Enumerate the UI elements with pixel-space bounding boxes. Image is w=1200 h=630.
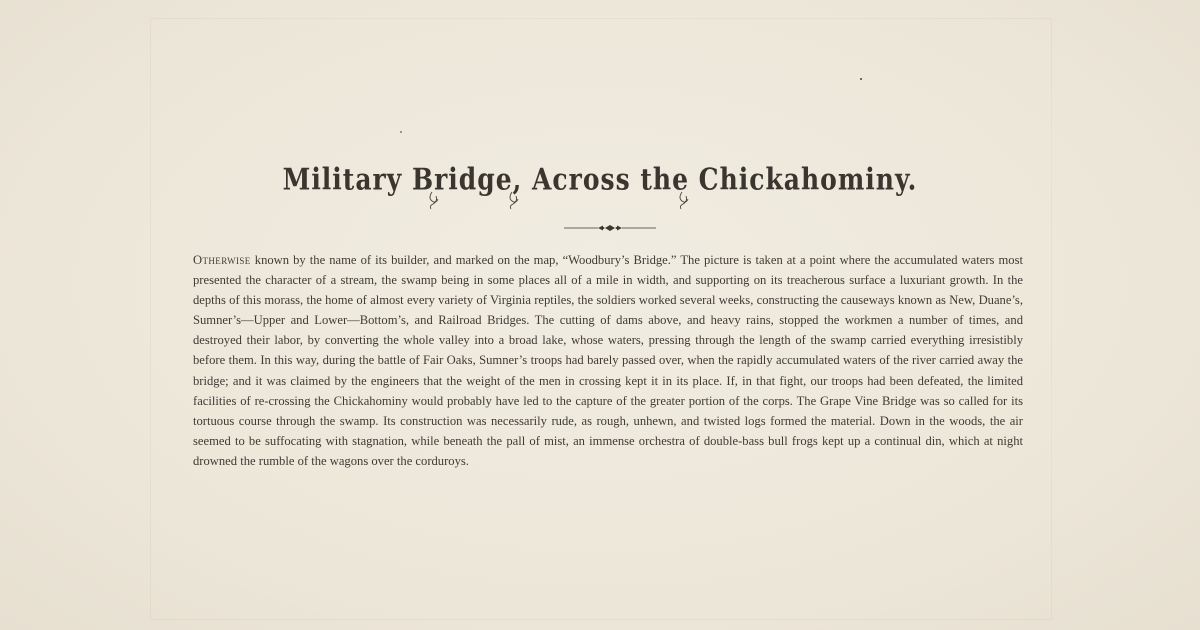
paper-speck: [400, 131, 402, 133]
paper-speck: [860, 78, 862, 80]
page-title: Military Bridge, Across the Chickahominy.: [282, 162, 918, 197]
body-paragraph: [193, 250, 1023, 471]
lead-word: Otherwise: [193, 253, 251, 267]
body-text: known by the name of its builder, and marked on the map, “Woodbury’s Bridge.” The picture is taken at a point where the accumulated waters most presented the character of a stream, the swamp being in some places all of a mile in width, and supporting on its treacherous surface a luxuriant growth. In the depths of this morass, the home of almost every variety of Virginia reptiles, the soldiers worked several weeks, constructing the causeways known as New, Duane’s, Sumner’s—Upper and Lower—Bottom’s, and Railroad Bridges. The cutting of dams above, and heavy rains, stopped the workmen a number of times, and destroyed their labor, by converting the whole valley into a broad lake, whose waters, pressing through the length of the swamp carried everything irresistibly before them. In this way, during the battle of Fair Oaks, Sumner’s troops had barely passed over, when the rapidly accumulated waters of the river carried away the bridge; and it was claimed by the engineers that the weight of the men in crossing kept it in its place. If, in that fight, our troops had been defeated, the limited facilities of re-crossing the Chickahominy would probably have led to the capture of the greater portion of the corps. The Grape Vine Bridge was so called for its tortuous course through the swamp. Its construction was necessarily rude, as rough, unhewn, and twisted logs formed the material. Down in the woods, the air seemed to be suffocating with stagnation, while beneath the pall of mist, an immense orchestra of double-bass bull frogs kept up a continual din, which at night drowned the rumble of the wagons over the corduroys.: [193, 253, 1023, 468]
divider-ornament-icon: [562, 220, 658, 236]
title-flourish-icon: [0, 190, 1200, 210]
